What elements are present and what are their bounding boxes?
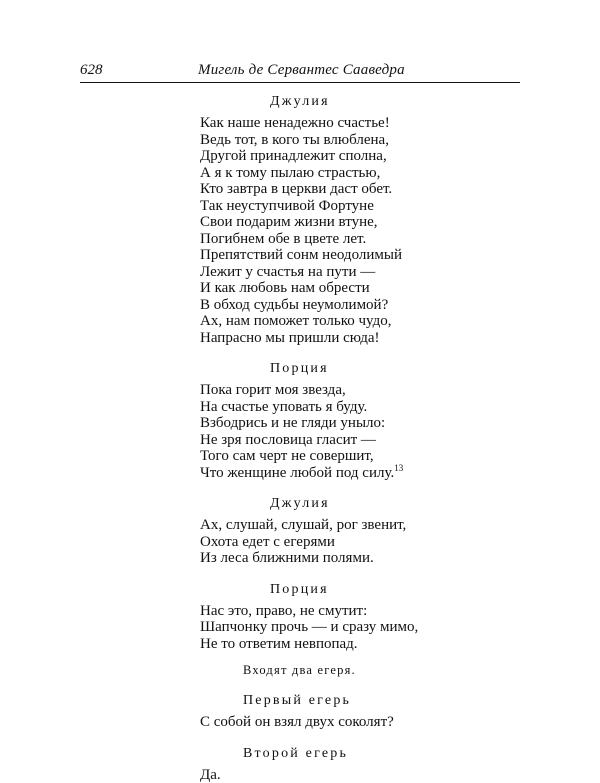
verse-line: На счастье уповать я буду. xyxy=(200,399,520,416)
verse-line: Из леса ближними полями. xyxy=(200,550,520,567)
verse-stanza xyxy=(200,517,520,567)
verse-line: А я к тому пылаю страстью, xyxy=(200,165,520,182)
play-text xyxy=(200,93,520,783)
verse-line: Охота едет с егерями xyxy=(200,534,520,551)
verse-line: Препятствий сонм неодолимый xyxy=(200,247,520,264)
spacer xyxy=(200,481,520,495)
speaker-name: Первый егерь xyxy=(243,692,520,710)
spacer xyxy=(200,567,520,581)
verse-line: Напрасно мы пришли сюда! xyxy=(200,330,520,347)
speaker-name: Порция xyxy=(270,360,520,378)
verse-line: В обход судьбы неумолимой? xyxy=(200,297,520,314)
verse-line: Не зря пословица гласит — xyxy=(200,432,520,449)
verse-line: Как наше ненадежно счастье! xyxy=(200,115,520,132)
verse-line: Другой принадлежит сполна, xyxy=(200,148,520,165)
speaker-name: Порция xyxy=(270,581,520,599)
verse-line: Того сам черт не совершит, xyxy=(200,448,520,465)
verse-stanza xyxy=(200,767,520,783)
spacer xyxy=(200,652,520,662)
verse-line: С собой он взял двух соколят? xyxy=(200,714,520,731)
verse-line: И как любовь нам обрести xyxy=(200,280,520,297)
verse-line: Лежит у счастья на пути — xyxy=(200,264,520,281)
page-header xyxy=(80,60,520,83)
verse-line: Так неуступчивой Фортуне xyxy=(200,198,520,215)
verse-line: Пока горит моя звезда, xyxy=(200,382,520,399)
spacer xyxy=(200,346,520,360)
verse-line: Ах, слушай, слушай, рог звенит, xyxy=(200,517,520,534)
verse-line-text: Что женщине любой под силу. xyxy=(200,465,394,481)
speaker-name: Джулия xyxy=(270,93,520,111)
verse-stanza xyxy=(200,115,520,346)
verse-line: Взбодрись и не гляди уныло: xyxy=(200,415,520,432)
spacer xyxy=(200,731,520,745)
verse-line: Не то ответим невпопад. xyxy=(200,636,520,653)
verse-line xyxy=(200,465,520,482)
verse-stanza xyxy=(200,382,520,481)
running-head: Мигель де Сервантес Сааведра xyxy=(198,60,405,80)
verse-stanza xyxy=(200,603,520,653)
speaker-name: Второй егерь xyxy=(243,745,520,763)
verse-line: Шапчонку прочь — и сразу мимо, xyxy=(200,619,520,636)
speaker-name: Джулия xyxy=(270,495,520,513)
verse-line: Нас это, право, не смутит: xyxy=(200,603,520,620)
verse-stanza xyxy=(200,714,520,731)
page-number: 628 xyxy=(80,60,103,80)
verse-line: Ах, нам поможет только чудо, xyxy=(200,313,520,330)
verse-line: Свои подарим жизни втуне, xyxy=(200,214,520,231)
verse-line: Да. xyxy=(200,767,520,783)
stage-direction: Входят два егеря. xyxy=(243,662,520,678)
verse-line: Погибнем обе в цвете лет. xyxy=(200,231,520,248)
spacer xyxy=(200,678,520,692)
verse-line: Кто завтра в церкви даст обет. xyxy=(200,181,520,198)
verse-line: Ведь тот, в кого ты влюблена, xyxy=(200,132,520,149)
footnote-marker[interactable]: 13 xyxy=(394,463,403,473)
